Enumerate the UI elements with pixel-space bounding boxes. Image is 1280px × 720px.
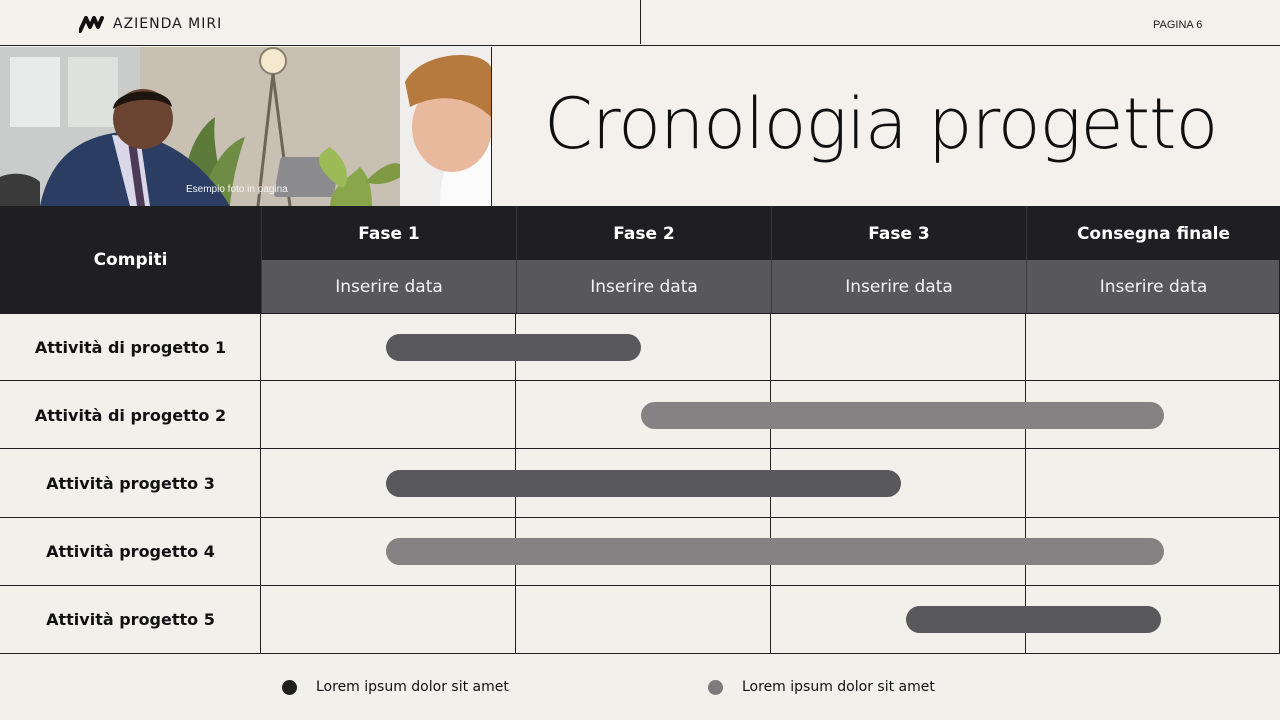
task-label-3: Attività progetto 3 bbox=[46, 473, 215, 493]
phase-2-date[interactable]: Inserire data bbox=[516, 260, 771, 313]
page-number: PAGINA 6 bbox=[1153, 19, 1203, 31]
task-bar-2[interactable] bbox=[641, 402, 1164, 429]
phase-3-date[interactable]: Inserire data bbox=[771, 260, 1026, 313]
hero-photo bbox=[0, 47, 491, 206]
legend-label-light: Lorem ipsum dolor sit amet bbox=[742, 679, 935, 695]
tasks-column-header: Compiti bbox=[0, 207, 261, 313]
final-delivery-date[interactable]: Inserire data bbox=[1026, 260, 1280, 313]
phase-3-header: Fase 3 bbox=[771, 207, 1026, 260]
task-bar-4[interactable] bbox=[386, 538, 1164, 565]
title-panel bbox=[491, 47, 1280, 206]
office-photo-illustration bbox=[0, 47, 491, 206]
task-bar-1[interactable] bbox=[386, 334, 641, 361]
final-delivery-header: Consegna finale bbox=[1026, 207, 1280, 260]
header-divider bbox=[640, 0, 641, 44]
brand-name: AZIENDA MIRI bbox=[113, 16, 223, 32]
brand-logo[interactable] bbox=[79, 15, 222, 33]
phase-1-header: Fase 1 bbox=[261, 207, 516, 260]
grid-line bbox=[0, 517, 1280, 518]
timeline-table bbox=[0, 206, 1280, 654]
grid-line bbox=[0, 313, 1280, 314]
grid-line bbox=[0, 448, 1280, 449]
grid-line bbox=[0, 380, 1280, 381]
legend-label-dark: Lorem ipsum dolor sit amet bbox=[316, 679, 509, 695]
task-bar-5[interactable] bbox=[906, 606, 1161, 633]
top-header bbox=[0, 0, 1280, 46]
grid-line bbox=[260, 313, 261, 654]
page-title: Cronologia progetto bbox=[544, 83, 1218, 165]
task-label-5: Attività progetto 5 bbox=[46, 609, 215, 629]
task-label-2: Attività di progetto 2 bbox=[34, 405, 227, 425]
task-label-4: Attività progetto 4 bbox=[46, 541, 215, 561]
phase-1-date[interactable]: Inserire data bbox=[261, 260, 516, 313]
task-bar-3[interactable] bbox=[386, 470, 901, 497]
grid-line bbox=[0, 585, 1280, 586]
legend-dot-dark-icon bbox=[282, 680, 297, 695]
brand-mark-icon bbox=[79, 15, 105, 33]
grid-line bbox=[1025, 313, 1026, 654]
grid-line bbox=[0, 207, 1, 313]
photo-caption: Esempio foto in pagina bbox=[186, 184, 288, 195]
phase-2-header: Fase 2 bbox=[516, 207, 771, 260]
legend-item-light bbox=[708, 679, 935, 695]
grid-line bbox=[0, 653, 1280, 654]
legend-dot-light-icon bbox=[708, 680, 723, 695]
task-label-1: Attività di progetto 1 bbox=[34, 337, 227, 357]
legend-item-dark bbox=[282, 679, 509, 695]
